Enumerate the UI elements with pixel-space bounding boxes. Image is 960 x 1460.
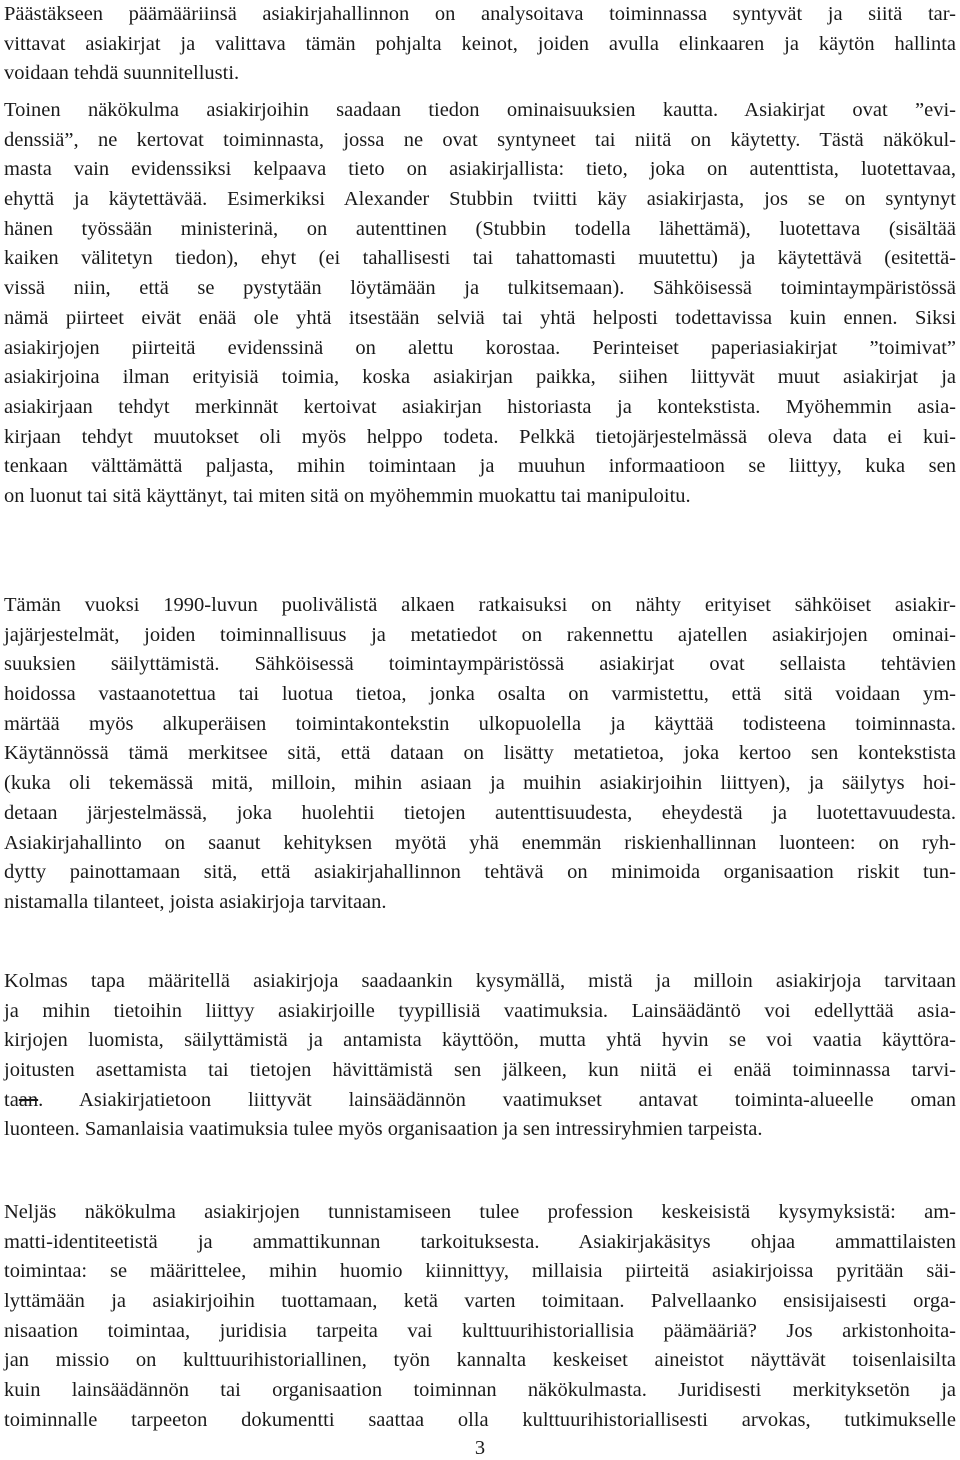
paragraph-5 [4,1198,956,1436]
text-line: tenkaan välttämättä paljasta, mihin toimintaan ja muuhun informaatioon se liittyy, kuka sen [4,455,956,478]
text-line: ja mihin tietoihin liittyy asiakirjoille tyypillisiä vaatimuksia. Lainsäädäntö voi edellyttää asia- [4,999,956,1022]
text-line: kirjojen luomista, säilyttämistä ja antamista käyttöön, mutta yhtä hyvin se voi vaatia käyttöra- [4,1029,956,1052]
text-line: on luonut tai sitä käyttänyt, tai miten sitä on myöhemmin muokattu tai manipuloitu. [4,484,691,507]
text-line: lyttämään ja asiakirjoihin tuottamaan, ketä varten toimitaan. Palvellaanko ensisijaisesti orga- [4,1290,956,1313]
text-line: Neljäs näkökulma asiakirjojen tunnistamiseen tulee profession keskeisistä kysymyksistä: am- [4,1201,956,1223]
text-line: kaiken välitetyn tiedon), ehyt (ei tahallisesti tai tahattomasti muutettu) ja käytettävä (esitettä- [4,247,956,270]
text-line: märtää myös alkuperäisen toimintakontekstin ulkopuolella ja käyttää todisteena toiminnasta. [4,712,956,735]
text-line: ehyttä ja käytettävää. Esimerkiksi Alexander Stubbin tviitti käy asiakirjasta, jos se on syntynyt [4,188,956,211]
text-line: Tämän vuoksi 1990-luvun puolivälistä alkaen ratkaisuksi on nähty erityiset sähköiset asiakir- [4,594,956,616]
paragraph-1 [4,0,956,89]
text-line: jan missio on kulttuurihistoriallinen, työn kannalta keskeiset aineistot näyttävät toisenlaisilta [4,1349,956,1372]
text-line: Käytännössä tämä merkitsee sitä, että dataan on lisätty metatietoa, joka kertoo sen kontekstista [4,742,956,765]
text-line: vissä niin, että se pystytään löytämään ja tulkitsemaan). Sähköisessä toimintaympäristössä [4,277,956,300]
text-line: (kuka oli tekemässä mitä, milloin, mihin asiaan ja muihin asiakirjoihin liittyen), ja säilytys hoi- [4,772,956,795]
text-line-with-strikethrough [4,1086,956,1116]
text-line: kirjaan tehdyt muutokset oli myös helppo todeta. Pelkkä tietojärjestelmässä oleva data ei kui- [4,425,956,448]
text-line: dytty painottamaan sitä, että asiakirjahallinnon tehtävä on minimoida organisaation riskit tun- [4,861,956,884]
text-line: hoidossa vastaanotettua tai luotua tietoa, jonka osalta on varmistettu, että sitä voidaan ym- [4,683,956,706]
text-line: suuksien säilyttämistä. Sähköisessä toimintaympäristössä asiakirjat ovat sellaista tehtävien [4,653,956,676]
text-line: asiakirjoina ilman erityisiä toimia, koska asiakirjan paikka, siihen liittyvät muut asiakirjat ja [4,366,956,389]
text-line: matti-identiteetistä ja ammattikunnan tarkoituksesta. Asiakirjakäsitys ohjaa ammattilaisten [4,1230,956,1253]
text-line: denssiä”, ne kertovat toiminnasta, jossa ne ovat syntyneet tai niitä on käytetty. Tästä näkökul- [4,128,956,151]
text-line: nistamalla tilanteet, joista asiakirjoja tarvitaan. [4,890,387,913]
paragraph-2 [4,96,956,512]
text-line: Asiakirjahallinto on saanut kehityksen myötä yhä enemmän riskienhallinnan luonteen: on ryh- [4,831,956,854]
text-line: toimintaa: se määrittelee, mihin huomio kiinnittyy, millaisia piirteitä asiakirjoissa pyritään säi- [4,1260,956,1283]
text-line: jajärjestelmät, joiden toiminnallisuus ja metatiedot on rakennettu ajatellen asiakirjojen ominai- [4,623,956,646]
text-line: asiakirjaan tehdyt merkinnät kertoivat asiakirjan historiasta ja kontekstista. Myöhemmin asia- [4,395,956,418]
text-line: Toinen näkökulma asiakirjoihin saadaan tiedon ominaisuuksien kautta. Asiakirjat ovat ”evi- [4,99,956,121]
text-fragment: . Asiakirjatietoon liittyvät lainsäädännön vaatimukset antavat toiminta-alueelle oman [38,1088,956,1111]
text-line: detaan järjestelmässä, joka huolehtii tietojen autenttisuudesta, eheydestä ja luotettavuudesta. [4,801,956,824]
text-line: nämä piirteet eivät enää ole yhtä itsestään selviä tai yhtä helposti todettavissa kuin ennen. Siksi [4,306,956,329]
page-number: 3 [474,1437,486,1459]
text-line: joitusten asettamista tai tietojen hävittämistä sen jälkeen, kun niitä ei enää toiminnassa tarvi- [4,1059,956,1082]
text-line: masta vain evidenssiksi kelpaava tieto on asiakirjallista: tieto, joka on autenttista, luotettavaa, [4,158,956,181]
text-line: vittavat asiakirjat ja valittava tämän pohjalta keinot, joiden avulla elinkaaren ja käytön hallinta [4,32,956,55]
text-line: asiakirjojen piirteitä evidenssinä on alettu korostaa. Perinteiset paperiasiakirjat ”toimivat” [4,336,956,359]
text-line: nisaation toimintaa, juridisia tarpeita vai kulttuurihistoriallisia päämääriä? Jos arkistonhoita- [4,1319,956,1342]
struck-text: an [18,1088,39,1111]
text-line: kuin lainsäädännön tai organisaation toiminnan näkökulmasta. Juridisesti merkityksetön ja [4,1379,956,1402]
text-line: Kolmas tapa määritellä asiakirjoja saadaankin kysymällä, mistä ja milloin asiakirjoja tarvitaan [4,970,956,992]
text-line: Päästäkseen päämääriinsä asiakirjahallinnon on analysoitava toiminnassa syntyvät ja siitä tar- [4,3,956,25]
text-line: toiminnalle tarpeeton dokumentti saattaa olla kulttuurihistoriallisesti arvokas, tutkimukselle [4,1408,956,1431]
text-line: luonteen. Samanlaisia vaatimuksia tulee myös organisaation ja sen intressiryhmien tarpeista. [4,1118,763,1141]
text-fragment: ta [4,1088,19,1111]
paragraph-4 [4,967,956,1145]
paragraph-3 [4,591,956,918]
text-line: voidaan tehdä suunnitellusti. [4,62,240,85]
text-line: hänen työssään ministerinä, on autenttinen (Stubbin todella lähettämä), luotettava (sisältää [4,217,956,240]
